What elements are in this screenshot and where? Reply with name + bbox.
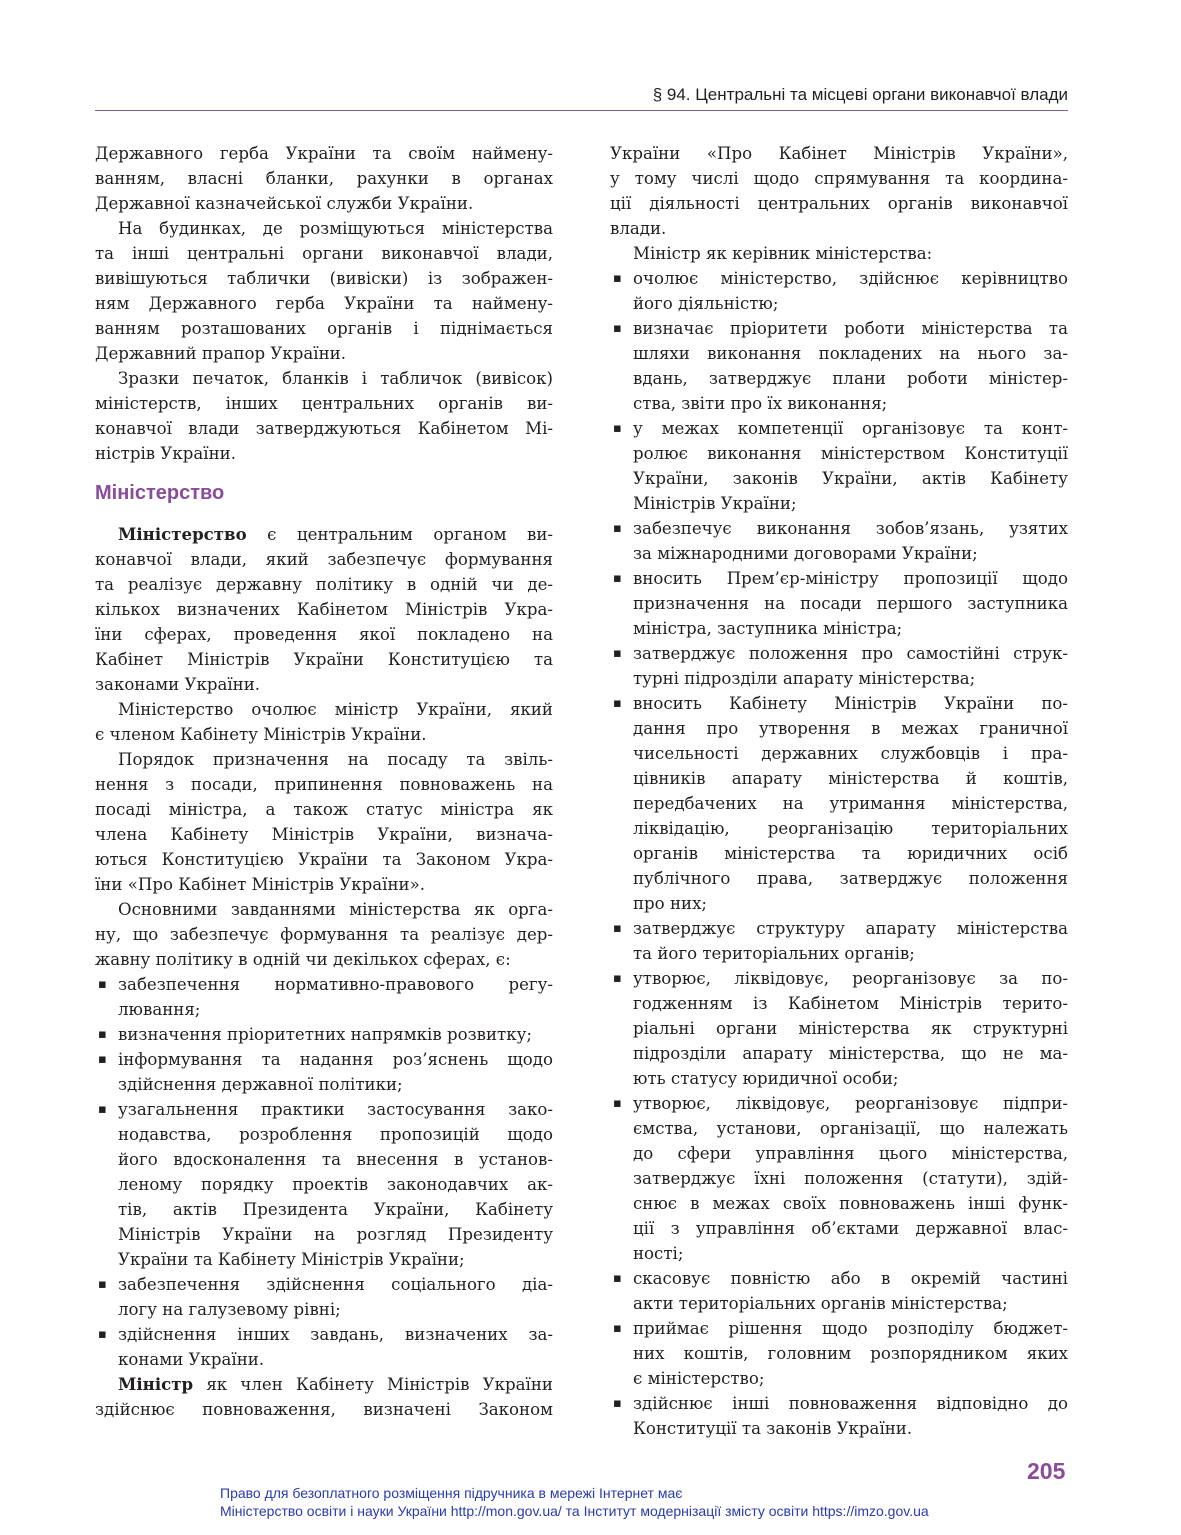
bullet-square-icon: ▪ [613, 696, 622, 711]
bullet-square-icon: ▪ [613, 521, 622, 536]
text-line: ємства, установи, організації, що належать [633, 1119, 1068, 1138]
footer-license-line-2: Міністерство освіти і науки України http://mon.gov.ua/ та Інститут модернізації змісту освіти https://imzo.gov.ua [220, 1503, 929, 1519]
text-line: Міністрів України; [633, 494, 797, 513]
text-line: ванням, власні бланки, рахунки в органах [95, 169, 553, 188]
text-line: ють статусу юридичної особи; [633, 1069, 899, 1088]
text-line: є міністерство; [633, 1369, 765, 1388]
paragraph [610, 141, 1068, 241]
text-line: Зразки печаток, бланків і табличок (вивісок) [118, 369, 553, 388]
text-line: ліквідацію, реорганізацію територіальних [633, 819, 1068, 838]
text-line: приймає рішення щодо розподілу бюджет- [633, 1319, 1068, 1338]
text-line: передбачених на утримання міністерства, [633, 794, 1068, 813]
bullet-square-icon: ▪ [613, 571, 622, 586]
text-line: вносить Кабінету Міністрів України по- [633, 694, 1068, 713]
bullet-item [610, 641, 1068, 691]
text-line: України, законів України, актів Кабінету [633, 469, 1068, 488]
bullet-item [95, 1097, 553, 1272]
bullet-item [610, 416, 1068, 516]
text-line: конами України. [118, 1350, 265, 1369]
text-line: визначає пріоритети роботи міністерства та [633, 319, 1068, 338]
text-line: ванням розташованих органів і піднімається [95, 319, 553, 338]
bullet-square-icon: ▪ [98, 1052, 107, 1067]
text-line: логу на галузевому рівні; [118, 1300, 341, 1319]
section-heading: Міністерство [95, 482, 225, 504]
bullet-square-icon: ▪ [98, 1102, 107, 1117]
text-line: та інші центральні органи виконавчої влади, [95, 244, 553, 263]
text-line: про них; [633, 894, 708, 913]
text-line: леному порядку проектів законодавчих ак- [118, 1175, 553, 1194]
text-line: України та Кабінету Міністрів України; [118, 1250, 465, 1269]
text-line: інформування та надання роз’яснень щодо [118, 1050, 553, 1069]
text-line: них коштів, головним розпорядником яких [633, 1344, 1068, 1363]
text-line: ну, що забезпечує формування та реалізує дер- [95, 925, 553, 944]
bullet-square-icon: ▪ [613, 271, 622, 286]
text-line: до сфери управління цього міністерства, [633, 1144, 1068, 1163]
text-line: ції діяльності центральних органів виконавчої [610, 194, 1068, 213]
text-line: ріальні органи міністерства як структурні [633, 1019, 1068, 1038]
text-line: лювання; [118, 1000, 201, 1019]
text-line: Міністерство очолює міністр України, який [118, 700, 553, 719]
text-line: вдань, затверджує плани роботи міністер- [633, 369, 1068, 388]
paragraph [95, 897, 553, 972]
text-line: здійснення інших завдань, визначених за- [118, 1325, 553, 1344]
bullet-square-icon: ▪ [613, 1321, 622, 1336]
left-column [95, 141, 553, 1422]
text-line: дання про утворення в межах граничної [633, 719, 1068, 738]
text-run: є центральним органом ви- [246, 525, 553, 544]
text-line: призначення на посади першого заступника [633, 594, 1068, 613]
bullet-square-icon: ▪ [613, 1096, 622, 1111]
text-line: підрозділи апарату міністерства, що не ма- [633, 1044, 1068, 1063]
bold-term: Міністр [118, 1374, 194, 1394]
text-line: міністерств, інших центральних органів ви- [95, 394, 553, 413]
text-line: утворює, ліквідовує, реорганізовує підпри- [633, 1094, 1068, 1113]
page-number: 205 [1027, 1458, 1066, 1484]
text-line: та реалізує державну політику в одній чи де- [95, 575, 553, 594]
text-line: чисельності державних службовців і пра- [633, 744, 1068, 763]
text-line: турні підрозділи апарату міністерства; [633, 669, 976, 688]
text-line: члена Кабінету Міністрів України, визнача- [95, 825, 553, 844]
bullet-item [95, 1022, 553, 1047]
text-line: здійснює повноваження, визначені Законом [95, 1400, 553, 1419]
bullet-item [610, 266, 1068, 316]
text-line: акти територіальних органів міністерства; [633, 1294, 1008, 1313]
paragraph [95, 522, 553, 697]
text-line: ства, звіти про їх виконання; [633, 394, 888, 413]
bullet-item [610, 1391, 1068, 1441]
text-line: Міністр як керівник міністерства: [633, 244, 933, 263]
text-run: як член Кабінету Міністрів України [193, 1375, 553, 1394]
text-line: нення з посади, припинення повноважень на [95, 775, 553, 794]
paragraph [95, 366, 553, 466]
text-line: органів міністерства та юридичних осіб [633, 844, 1068, 863]
text-line: очолює міністерство, здійснює керівництво [633, 269, 1068, 288]
bullet-item [610, 691, 1068, 916]
text-line: затверджує їхні положення (статути), здій- [633, 1169, 1068, 1188]
text-line: шляхи виконання покладених на нього за- [633, 344, 1068, 363]
footer-license-line-1: Право для безоплатного розміщення підручника в мережі Інтернет має [220, 1485, 683, 1501]
text-line: утворює, ліквідовує, реорганізовує за по- [633, 969, 1068, 988]
text-line: Державного герба України та своїм наймену- [95, 144, 553, 163]
text-line: влади. [610, 219, 667, 238]
text-line: ції з управління об’єктами державної влас- [633, 1219, 1068, 1238]
bullet-item [95, 1272, 553, 1322]
running-header: § 94. Центральні та місцеві органи виконавчої влади [652, 85, 1068, 104]
text-line: є членом Кабінету Міністрів України. [95, 725, 427, 744]
text-line: конавчої влади, який забезпечує формування [95, 550, 553, 569]
paragraph [95, 697, 553, 747]
paragraph [610, 241, 1068, 266]
bullet-item [610, 966, 1068, 1091]
bullet-item [610, 566, 1068, 641]
bullet-square-icon: ▪ [613, 646, 622, 661]
text-line: Порядок призначення на посаду та звіль- [118, 750, 553, 769]
text-line: здійснення державної політики; [118, 1075, 403, 1094]
bullet-item [610, 516, 1068, 566]
text-line: ням Державного герба України та наймену- [95, 294, 553, 313]
bullet-square-icon: ▪ [98, 1027, 107, 1042]
paragraph [95, 1372, 553, 1422]
paragraph [95, 216, 553, 366]
text-line: його вдосконалення та внесення в установ- [118, 1150, 553, 1169]
text-line: ються Конституцією України та Законом Укра- [95, 850, 553, 869]
bullet-square-icon: ▪ [613, 971, 622, 986]
text-line: Державної казначейської служби України. [95, 194, 474, 213]
text-line: ності; [633, 1244, 684, 1263]
bullet-item [95, 972, 553, 1022]
bullet-square-icon: ▪ [613, 321, 622, 336]
text-line [95, 522, 553, 547]
text-line: скасовує повністю або в окремій частині [633, 1269, 1068, 1288]
text-line: за міжнародними договорами України; [633, 544, 978, 563]
bold-term: Міністерство [118, 524, 247, 544]
text-line: затверджує структуру апарату міністерства [633, 919, 1068, 938]
text-line: кількох визначених Кабінетом Міністрів Укра- [95, 600, 553, 619]
bullet-square-icon: ▪ [613, 921, 622, 936]
text-line: жавну політику в одній чи декількох сферах, є: [95, 950, 511, 969]
text-line: нодавства, розроблення пропозицій щодо [118, 1125, 553, 1144]
text-line: Міністрів України на розгляд Президенту [118, 1225, 553, 1244]
text-line: посаді міністра, а також статус міністра як [95, 800, 553, 819]
text-line: міністра, заступника міністра; [633, 619, 903, 638]
text-line: ністрів України. [95, 444, 236, 463]
text-line: годженням із Кабінетом Міністрів терито- [633, 994, 1068, 1013]
text-line: та його територіальних органів; [633, 944, 915, 963]
text-line: здійснює інші повноваження відповідно до [633, 1394, 1068, 1413]
text-line: їни «Про Кабінет Міністрів України». [95, 875, 425, 894]
bullet-square-icon: ▪ [613, 1271, 622, 1286]
text-line: України «Про Кабінет Міністрів України», [610, 144, 1068, 163]
bullet-square-icon: ▪ [613, 421, 622, 436]
text-line: ролює виконання міністерством Конституції [633, 444, 1068, 463]
text-line: законами України. [95, 675, 261, 694]
bullet-square-icon: ▪ [98, 1277, 107, 1292]
text-line: На будинках, де розміщуються міністерства [118, 219, 553, 238]
bullet-item [610, 1266, 1068, 1316]
text-line: вносить Прем’єр-міністру пропозиції щодо [633, 569, 1068, 588]
text-line: Основними завданнями міністерства як орга- [118, 900, 553, 919]
text-line: Кабінет Міністрів України Конституцією та [95, 650, 553, 669]
right-column [610, 141, 1068, 1441]
text-line: забезпечує виконання зобов’язань, узятих [633, 519, 1068, 538]
text-line: снює в межах своїх повноважень інші функ- [633, 1194, 1068, 1213]
header-divider [95, 110, 1068, 111]
text-line: узагальнення практики застосування зако- [118, 1100, 553, 1119]
paragraph [95, 141, 553, 216]
bullet-item [610, 1316, 1068, 1391]
text-line: публічного права, затверджує положення [633, 869, 1068, 888]
bullet-item [610, 1091, 1068, 1266]
bullet-item [610, 916, 1068, 966]
bullet-square-icon: ▪ [613, 1396, 622, 1411]
bullet-item [610, 316, 1068, 416]
text-line: у межах компетенції організовує та конт- [633, 419, 1068, 438]
text-line: Конституції та законів України. [633, 1419, 913, 1438]
text-line: визначення пріоритетних напрямків розвитку; [118, 1025, 532, 1044]
bullet-item [95, 1047, 553, 1097]
text-line: його діяльністю; [633, 294, 779, 313]
text-line: забезпечення нормативно-правового регу- [118, 975, 553, 994]
text-line: затверджує положення про самостійні струк- [633, 644, 1068, 663]
text-line: цівників апарату міністерства й коштів, [633, 769, 1068, 788]
text-line: тів, актів Президента України, Кабінету [118, 1200, 553, 1219]
text-line: забезпечення здійснення соціального діа- [118, 1275, 553, 1294]
bullet-square-icon: ▪ [98, 977, 107, 992]
text-line: Державний прапор України. [95, 344, 346, 363]
text-line: їни сферах, проведення якої покладено на [95, 625, 553, 644]
text-line: конавчої влади затверджуються Кабінетом Мі- [95, 419, 553, 438]
paragraph [95, 747, 553, 897]
text-line: у тому числі щодо спрямування та координа- [610, 169, 1068, 188]
bullet-item [95, 1322, 553, 1372]
bullet-square-icon: ▪ [98, 1327, 107, 1342]
text-line: вивішуються таблички (вивіски) із зображен- [95, 269, 553, 288]
text-line [95, 1372, 553, 1397]
